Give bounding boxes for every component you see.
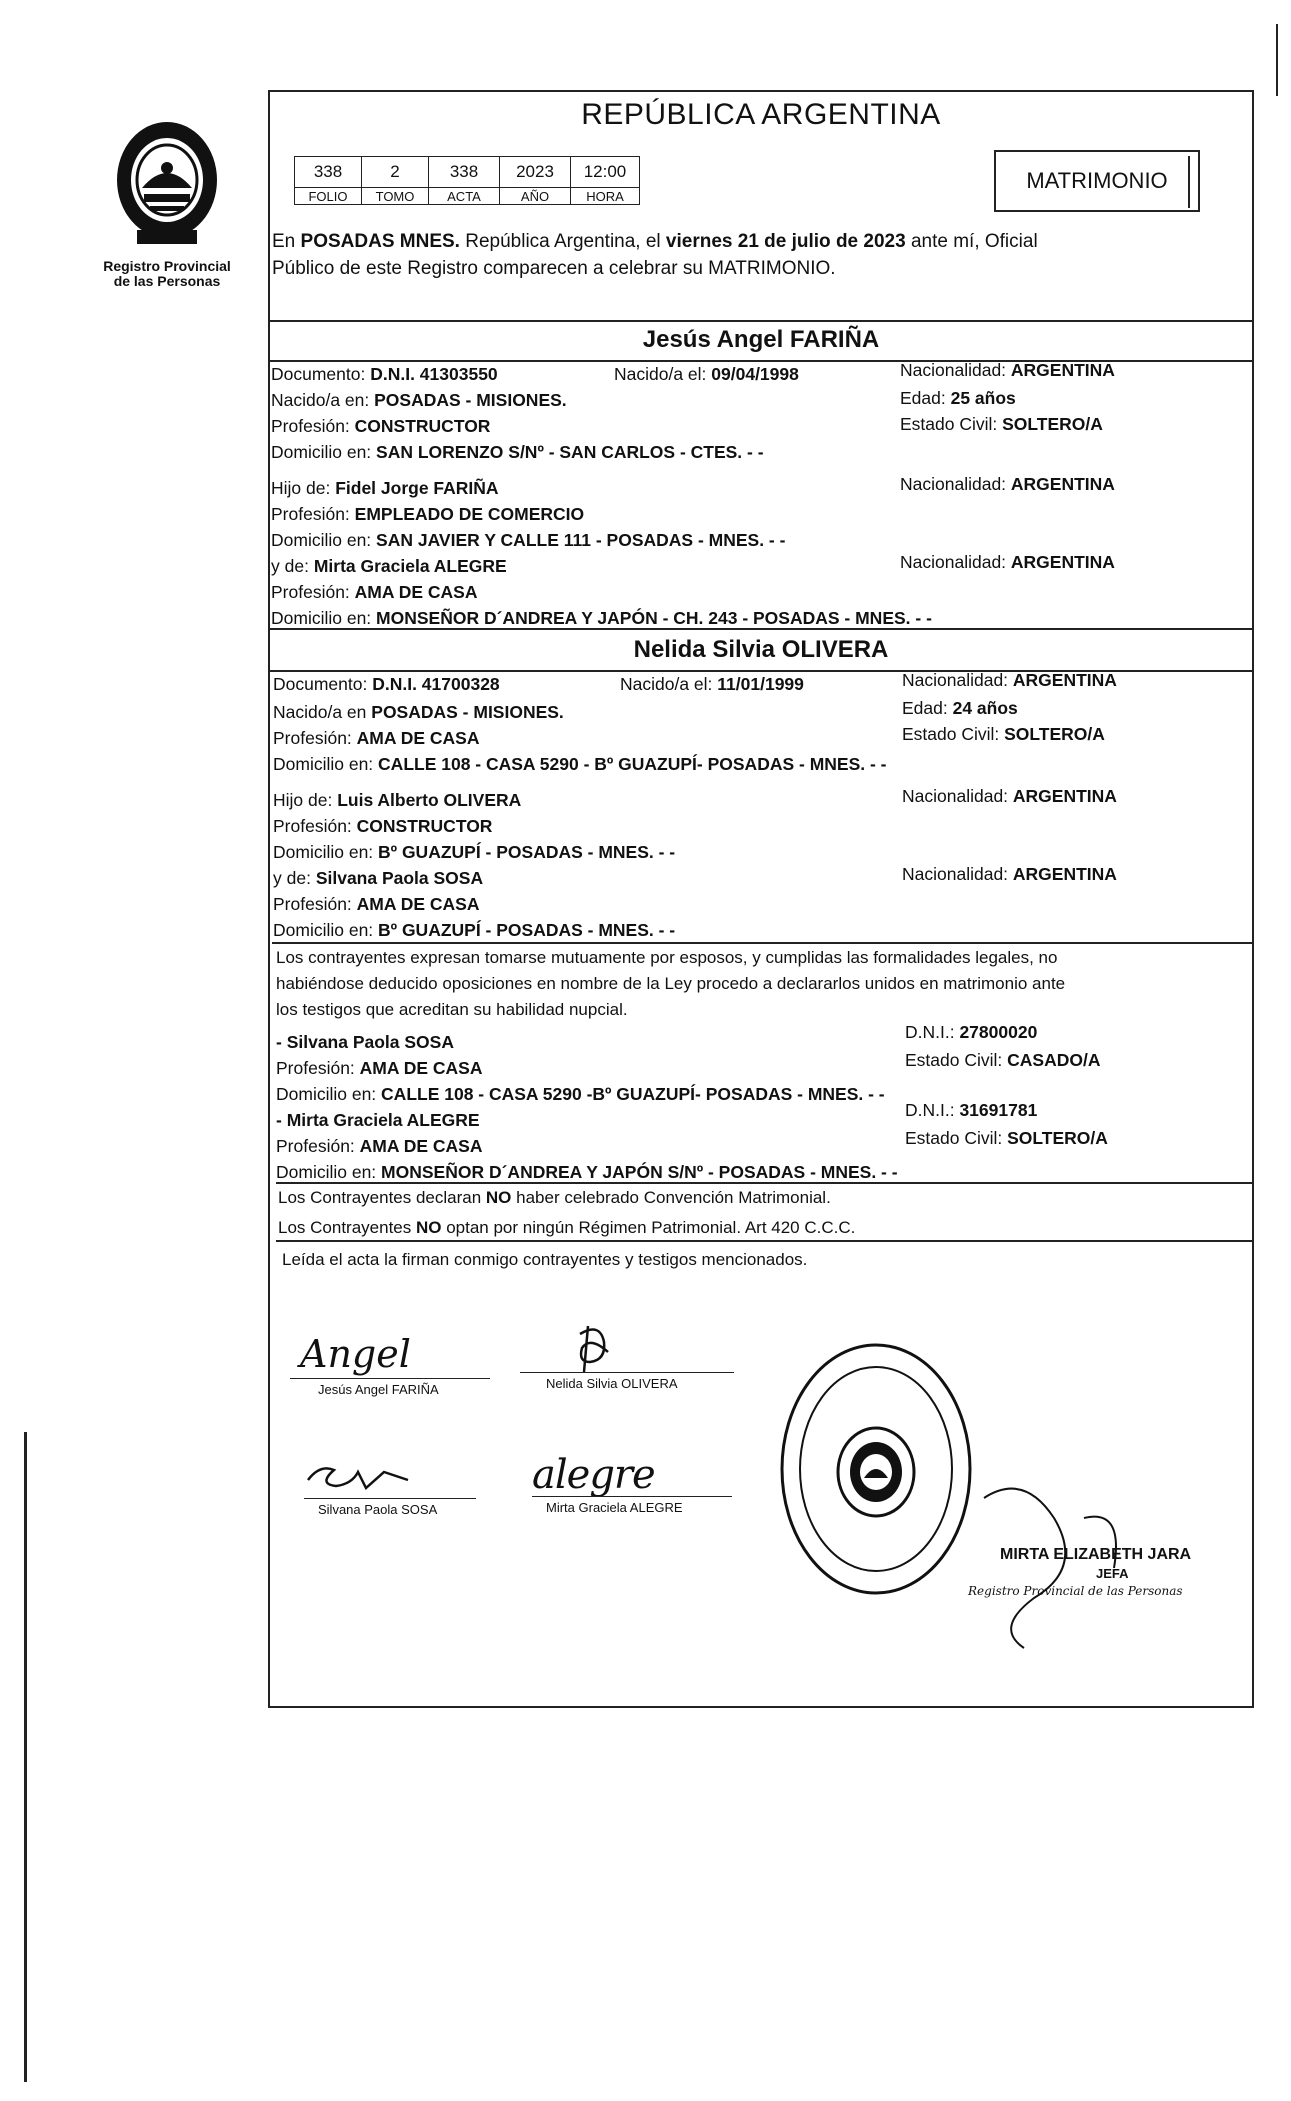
spouse1-father: [271, 478, 499, 498]
tomo-value: 2: [362, 157, 429, 188]
spouse1-born: [614, 364, 799, 384]
label: D.N.I.:: [905, 1022, 960, 1042]
act-type-box: [994, 150, 1200, 212]
hora-value: 12:00: [571, 157, 640, 188]
spouse1-father-value: Fidel Jorge FARIÑA: [335, 478, 499, 498]
declaration-line2: habiéndose deducido oposiciones en nombre de la Ley procedo a declararlos unidos en matrimonio ante: [276, 974, 1066, 993]
label: D.N.I.:: [905, 1100, 960, 1120]
spouse2-prof: [273, 728, 479, 748]
label: Profesión:: [276, 1136, 360, 1156]
label: Hijo de:: [273, 790, 338, 810]
intro-text: En: [272, 231, 301, 252]
intro-text: ante mí, Oficial: [905, 231, 1038, 252]
spouse2-mother-addr: [273, 920, 675, 940]
spouse2-mother-nat-value: ARGENTINA: [1012, 864, 1117, 884]
witness2-addr: [276, 1162, 898, 1182]
signature-line: [304, 1498, 476, 1499]
spouse2-civil: [902, 724, 1105, 744]
ano-value: 2023: [500, 157, 571, 188]
closing-text: Leída el acta la firman conmigo contrayentes y testigos mencionados.: [282, 1250, 808, 1269]
witness1-civil: [905, 1050, 1100, 1070]
ano-label: AÑO: [500, 188, 571, 205]
signature-handwriting-1: Angel: [300, 1332, 411, 1376]
spouse1-addr-value: SAN LORENZO S/Nº - SAN CARLOS - CTES. - -: [376, 442, 764, 462]
witness2-civil: [905, 1128, 1108, 1148]
signature-mark-2: [570, 1322, 620, 1378]
spouse2-doc: [273, 674, 500, 694]
official-name: MIRTA ELIZABETH JARA: [1000, 1546, 1192, 1563]
hora-label: HORA: [571, 188, 640, 205]
label: Domicilio en:: [273, 754, 379, 774]
label: Domicilio en:: [273, 920, 379, 940]
label: Los Contrayentes declaran: [278, 1188, 486, 1207]
spouse2-father-prof: [273, 816, 492, 836]
label: Domicilio en:: [271, 608, 377, 628]
spouse1-father-prof-value: EMPLEADO DE COMERCIO: [354, 504, 585, 524]
label: Profesión:: [273, 816, 357, 836]
witness2-prof: [276, 1136, 482, 1156]
regime-no: NO: [485, 1188, 512, 1207]
spouse1-mother-addr: [271, 608, 932, 628]
spouse2-father: [273, 790, 521, 810]
spouse2-nat-value: ARGENTINA: [1012, 670, 1117, 690]
scan-edge-mark-left: [24, 1432, 27, 2082]
label: y de:: [271, 556, 314, 576]
witness1-civil-value: CASADO/A: [1007, 1050, 1101, 1070]
label: Estado Civil:: [905, 1128, 1008, 1148]
spouse2-born-value: 11/01/1999: [717, 674, 804, 694]
spouse1-mother-prof-value: AMA DE CASA: [354, 582, 478, 602]
spouse1-mother-nat-value: ARGENTINA: [1010, 552, 1115, 572]
witness1-addr-value: CALLE 108 - CASA 5290 -Bº GUAZUPÍ- POSADAS - MNES. - -: [381, 1084, 885, 1104]
signature-name-2: Nelida Silvia OLIVERA: [546, 1376, 678, 1391]
label: Nacionalidad:: [902, 670, 1013, 690]
spouse1-father-prof: [271, 504, 584, 524]
intro-text: República Argentina, el: [459, 231, 666, 252]
spouse2-nat: [902, 670, 1117, 690]
spouse1-nat-value: ARGENTINA: [1010, 360, 1115, 380]
label: Nacionalidad:: [900, 474, 1011, 494]
label: Nacionalidad:: [902, 864, 1013, 884]
label: Estado Civil:: [902, 724, 1005, 744]
label: optan por ningún Régimen Patrimonial. Art 420 C.C.C.: [441, 1218, 856, 1237]
spouse2-father-value: Luis Alberto OLIVERA: [337, 790, 522, 810]
signature-name-4: Mirta Graciela ALEGRE: [546, 1500, 683, 1515]
witness1-prof-value: AMA DE CASA: [359, 1058, 483, 1078]
signature-line: [532, 1496, 732, 1497]
spouse1-father-addr-value: SAN JAVIER Y CALLE 111 - POSADAS - MNES. - -: [376, 530, 786, 550]
label: Domicilio en:: [271, 442, 377, 462]
witness1-dni: [905, 1022, 1037, 1042]
province-logo: [92, 118, 242, 298]
spouse2-doc-value: D.N.I. 41700328: [372, 674, 500, 694]
folio-value: 338: [295, 157, 362, 188]
spouse1-mother-value: Mirta Graciela ALEGRE: [313, 556, 507, 576]
province-coat-of-arms-icon: [112, 118, 222, 248]
divider: [272, 942, 1254, 944]
spouse1-father-nat-value: ARGENTINA: [1010, 474, 1115, 494]
spouse1-mother: [271, 556, 507, 576]
label: Documento:: [271, 364, 371, 384]
spouse1-father-addr: [271, 530, 785, 550]
witness1-dni-value: 27800020: [959, 1022, 1038, 1042]
label: Profesión:: [271, 582, 355, 602]
label: Profesión:: [273, 894, 357, 914]
regime-no: NO: [415, 1218, 442, 1237]
label: Nacido/a el:: [614, 364, 712, 384]
label: Nacionalidad:: [900, 552, 1011, 572]
label: Documento:: [273, 674, 373, 694]
spouse1-place: [271, 390, 567, 410]
divider: [268, 628, 1254, 630]
label: Nacido/a en: [273, 702, 372, 722]
spouse2-mother-value: Silvana Paola SOSA: [315, 868, 484, 888]
label: Profesión:: [273, 728, 357, 748]
acta-label: ACTA: [429, 188, 500, 205]
spouse2-father-prof-value: CONSTRUCTOR: [356, 816, 493, 836]
spouse1-father-nat: [900, 474, 1115, 494]
spouse1-doc: [271, 364, 498, 384]
spouse1-prof: [271, 416, 490, 436]
spouse1-civil-value: SOLTERO/A: [1002, 414, 1103, 434]
label: Estado Civil:: [905, 1050, 1008, 1070]
spouse2-name: Nelida Silvia OLIVERA: [633, 636, 889, 663]
spouse2-mother-prof-value: AMA DE CASA: [356, 894, 480, 914]
spouse2-mother-addr-value: Bº GUAZUPÍ - POSADAS - MNES. - -: [378, 920, 676, 940]
declaration-line1: Los contrayentes expresan tomarse mutuamente por esposos, y cumplidas las formalidades legales, no: [276, 948, 1058, 967]
spouse2-father-nat-value: ARGENTINA: [1012, 786, 1117, 806]
signature-name-3: Silvana Paola SOSA: [318, 1502, 438, 1517]
label: y de:: [273, 868, 316, 888]
label: Domicilio en:: [273, 842, 379, 862]
spouse1-civil: [900, 414, 1103, 434]
declaration-line3: los testigos que acreditan su habilidad nupcial.: [276, 1000, 628, 1019]
regime-line2: [278, 1216, 855, 1240]
spouse1-nat: [900, 360, 1115, 380]
witness2-addr-value: MONSEÑOR D´ANDREA Y JAPÓN S/Nº - POSADAS - MNES. - -: [381, 1162, 898, 1182]
spouse2-place-value: POSADAS - MISIONES.: [371, 702, 564, 722]
label: Nacionalidad:: [900, 360, 1011, 380]
spouse1-place-value: POSADAS - MISIONES.: [374, 390, 567, 410]
divider: [276, 1182, 1254, 1184]
label: Edad:: [902, 698, 953, 718]
witness2-dni: [905, 1100, 1037, 1120]
spouse1-addr: [271, 442, 764, 462]
document-title: REPÚBLICA ARGENTINA: [581, 98, 941, 131]
intro-city: POSADAS MNES.: [300, 231, 460, 252]
spouse2-mother-prof: [273, 894, 479, 914]
label: Los Contrayentes: [278, 1218, 416, 1237]
witness2-dni-value: 31691781: [959, 1100, 1038, 1120]
label: Edad:: [900, 388, 951, 408]
label: Domicilio en:: [276, 1162, 382, 1182]
official-signature-mark: [964, 1478, 1204, 1658]
registry-seal: [778, 1340, 974, 1598]
registry-table: [294, 156, 640, 205]
spouse1-doc-value: D.N.I. 41303550: [370, 364, 498, 384]
act-type: MATRIMONIO: [1026, 168, 1168, 193]
spouse2-mother: [273, 868, 483, 888]
spouse1-mother-prof: [271, 582, 477, 602]
spouse2-place: [273, 702, 564, 722]
acta-value: 338: [429, 157, 500, 188]
regime-line1: [278, 1186, 831, 1210]
signature-line: [520, 1372, 734, 1373]
label: Nacido/a el:: [620, 674, 718, 694]
signature-mark-3: [304, 1458, 414, 1498]
witness1-name-value: - Silvana Paola SOSA: [276, 1032, 454, 1052]
scan-edge-mark: [1276, 24, 1278, 96]
spouse2-civil-value: SOLTERO/A: [1004, 724, 1105, 744]
intro-paragraph: [272, 228, 1252, 282]
spouse2-addr-value: CALLE 108 - CASA 5290 - Bº GUAZUPÍ- POSADAS - MNES. - -: [378, 754, 887, 774]
witness2-prof-value: AMA DE CASA: [359, 1136, 483, 1156]
label: Domicilio en:: [271, 530, 377, 550]
spouse1-mother-nat: [900, 552, 1115, 572]
witness1-prof: [276, 1058, 482, 1078]
spouse1-prof-value: CONSTRUCTOR: [354, 416, 491, 436]
official-office: Registro Provincial de las Personas: [968, 1584, 1183, 1598]
spouse2-addr: [273, 754, 887, 774]
spouse1-age: [900, 388, 1016, 408]
spouse1-age-value: 25 años: [950, 388, 1016, 408]
spouse1-name: Jesús Angel FARIÑA: [642, 326, 880, 353]
witness2-civil-value: SOLTERO/A: [1007, 1128, 1108, 1148]
signature-line: [290, 1378, 490, 1379]
spouse2-father-addr: [273, 842, 675, 862]
label: Profesión:: [276, 1058, 360, 1078]
label: Nacido/a en:: [271, 390, 375, 410]
official-role: JEFA: [1096, 1566, 1129, 1581]
spouse2-father-addr-value: Bº GUAZUPÍ - POSADAS - MNES. - -: [378, 842, 676, 862]
tomo-label: TOMO: [362, 188, 429, 205]
witness1-name: [276, 1032, 454, 1052]
label: Domicilio en:: [276, 1084, 382, 1104]
intro-line2: Público de este Registro comparecen a celebrar su MATRIMONIO.: [272, 258, 836, 279]
signature-name-1: Jesús Angel FARIÑA: [318, 1382, 439, 1397]
intro-date: viernes 21 de julio de 2023: [665, 231, 906, 252]
logo-caption-line1: Registro Provincial: [103, 258, 231, 274]
label: Nacionalidad:: [902, 786, 1013, 806]
folio-label: FOLIO: [295, 188, 362, 205]
spouse2-age: [902, 698, 1018, 718]
label: Hijo de:: [271, 478, 336, 498]
label: Estado Civil:: [900, 414, 1003, 434]
divider: [276, 1240, 1254, 1242]
divider: [268, 320, 1254, 322]
label: Profesión:: [271, 416, 355, 436]
witness1-addr: [276, 1084, 885, 1104]
spouse1-mother-addr-value: MONSEÑOR D´ANDREA Y JAPÓN - CH. 243 - POSADAS - MNES. - -: [376, 608, 932, 628]
witness2-name-value: - Mirta Graciela ALEGRE: [276, 1110, 480, 1130]
spouse2-age-value: 24 años: [952, 698, 1018, 718]
logo-caption-line2: de las Personas: [113, 273, 221, 289]
label: Profesión:: [271, 504, 355, 524]
label: haber celebrado Convención Matrimonial.: [511, 1188, 831, 1207]
spouse2-mother-nat: [902, 864, 1117, 884]
spouse2-prof-value: AMA DE CASA: [356, 728, 480, 748]
spouse2-father-nat: [902, 786, 1117, 806]
signature-handwriting-4: alegre: [532, 1452, 655, 1498]
spouse1-born-value: 09/04/1998: [711, 364, 799, 384]
spouse2-born: [620, 674, 804, 694]
witness2-name: [276, 1110, 480, 1130]
